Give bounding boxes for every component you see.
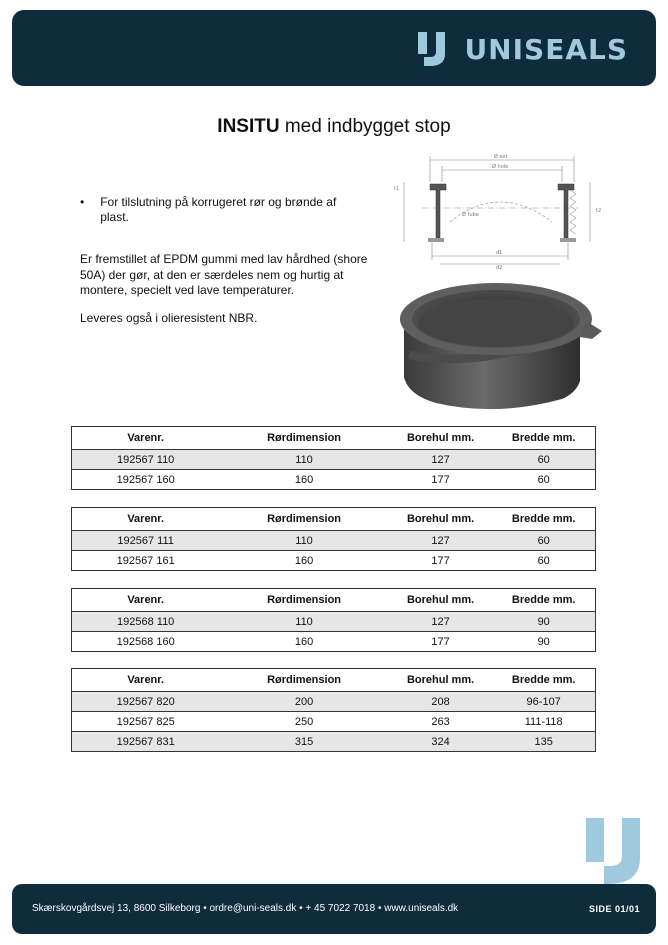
page-title — [0, 116, 668, 138]
table-row — [72, 612, 596, 632]
table-header-row — [72, 669, 596, 692]
material-note: Leveres også i olieresistent NBR. — [80, 311, 258, 325]
header-bar — [12, 10, 656, 86]
title-bold: INSITU — [217, 116, 280, 137]
col-varenr: Varenr. — [72, 669, 220, 692]
cell-borehul: 263 — [389, 712, 493, 732]
cell-bredde: 111-118 — [492, 712, 595, 732]
description-paragraph: Er fremstillet af EPDM gummi med lav hårdhed (shore 50A) der gør, at den er særdeles nem og hurtig at montere, specielt ved lave temperaturer. — [80, 252, 368, 297]
uniseals-logo[interactable] — [418, 32, 628, 66]
label-d2: d2 — [496, 265, 503, 270]
table-row — [72, 692, 596, 712]
label-t2: t2 — [596, 208, 602, 214]
cell-borehul: 208 — [389, 692, 493, 712]
footer-bar — [12, 884, 656, 934]
table-row — [72, 450, 596, 470]
bullet-item — [80, 195, 355, 225]
col-borehul: Borehul mm. — [389, 669, 493, 692]
cell-rordimension: 110 — [219, 450, 388, 470]
cell-bredde: 90 — [492, 632, 595, 652]
col-bredde: Bredde mm. — [492, 669, 595, 692]
technical-drawing — [392, 152, 608, 270]
cell-borehul: 127 — [389, 612, 493, 632]
spec-table-2 — [71, 507, 596, 571]
spec-table-1 — [71, 426, 596, 490]
col-rordimension: Rørdimension — [219, 427, 388, 450]
cell-varenr: 192567 820 — [72, 692, 220, 712]
cell-borehul: 127 — [389, 450, 493, 470]
cell-borehul: 127 — [389, 531, 493, 551]
table-row — [72, 712, 596, 732]
cell-borehul: 324 — [389, 732, 493, 752]
table-header-row — [72, 508, 596, 531]
cell-rordimension: 160 — [219, 551, 388, 571]
brand-name: UNISEALS — [464, 32, 628, 66]
cell-varenr: 192567 161 — [72, 551, 220, 571]
col-bredde: Bredde mm. — [492, 589, 595, 612]
cell-bredde: 60 — [492, 450, 595, 470]
label-ext: Ø ext — [494, 154, 508, 160]
table-row — [72, 732, 596, 752]
cell-rordimension: 315 — [219, 732, 388, 752]
col-rordimension: Rørdimension — [219, 589, 388, 612]
corner-logo-mark-icon — [586, 818, 656, 884]
col-bredde: Bredde mm. — [492, 508, 595, 531]
cell-varenr: 192567 111 — [72, 531, 220, 551]
table-row — [72, 551, 596, 571]
label-t1: t1 — [394, 186, 400, 192]
cell-borehul: 177 — [389, 632, 493, 652]
cell-bredde: 60 — [492, 551, 595, 571]
cell-rordimension: 110 — [219, 531, 388, 551]
label-hole: Ø hole — [492, 164, 509, 170]
page-number: SIDE 01/01 — [588, 904, 640, 914]
cell-varenr: 192567 831 — [72, 732, 220, 752]
col-varenr: Varenr. — [72, 508, 220, 531]
cell-bredde: 135 — [492, 732, 595, 752]
col-bredde: Bredde mm. — [492, 427, 595, 450]
footer-contact: Skærskovgårdsvej 13, 8600 Silkeborg • ordre@uni-seals.dk • + 45 7022 7018 • www.uniseals.dk — [32, 903, 459, 914]
cell-rordimension: 160 — [219, 470, 388, 490]
cell-borehul: 177 — [389, 551, 493, 571]
cell-varenr: 192568 160 — [72, 632, 220, 652]
bullet-glyph: • — [80, 195, 85, 209]
table-row — [72, 531, 596, 551]
cell-varenr: 192567 825 — [72, 712, 220, 732]
title-rest: med indbygget stop — [279, 116, 451, 137]
cell-rordimension: 160 — [219, 632, 388, 652]
uniseals-logo-icon — [418, 32, 456, 66]
cell-rordimension: 110 — [219, 612, 388, 632]
table-header-row — [72, 427, 596, 450]
cell-rordimension: 250 — [219, 712, 388, 732]
cell-varenr: 192567 110 — [72, 450, 220, 470]
bullet-text: For tilslutning på korrugeret rør og brønde af plast. — [100, 195, 337, 224]
cell-rordimension: 200 — [219, 692, 388, 712]
table-row — [72, 632, 596, 652]
table-row — [72, 470, 596, 490]
table-header-row — [72, 589, 596, 612]
cell-bredde: 90 — [492, 612, 595, 632]
label-tube: Ø tube — [462, 212, 479, 218]
cell-varenr: 192568 110 — [72, 612, 220, 632]
cell-borehul: 177 — [389, 470, 493, 490]
spec-table-3 — [71, 588, 596, 652]
cell-bredde: 96-107 — [492, 692, 595, 712]
product-photo — [396, 277, 604, 415]
col-rordimension: Rørdimension — [219, 669, 388, 692]
col-rordimension: Rørdimension — [219, 508, 388, 531]
col-borehul: Borehul mm. — [389, 427, 493, 450]
cell-bredde: 60 — [492, 470, 595, 490]
col-borehul: Borehul mm. — [389, 589, 493, 612]
cell-varenr: 192567 160 — [72, 470, 220, 490]
label-d1: d1 — [496, 250, 503, 256]
cell-bredde: 60 — [492, 531, 595, 551]
col-borehul: Borehul mm. — [389, 508, 493, 531]
spec-table-4 — [71, 668, 596, 752]
col-varenr: Varenr. — [72, 589, 220, 612]
col-varenr: Varenr. — [72, 427, 220, 450]
